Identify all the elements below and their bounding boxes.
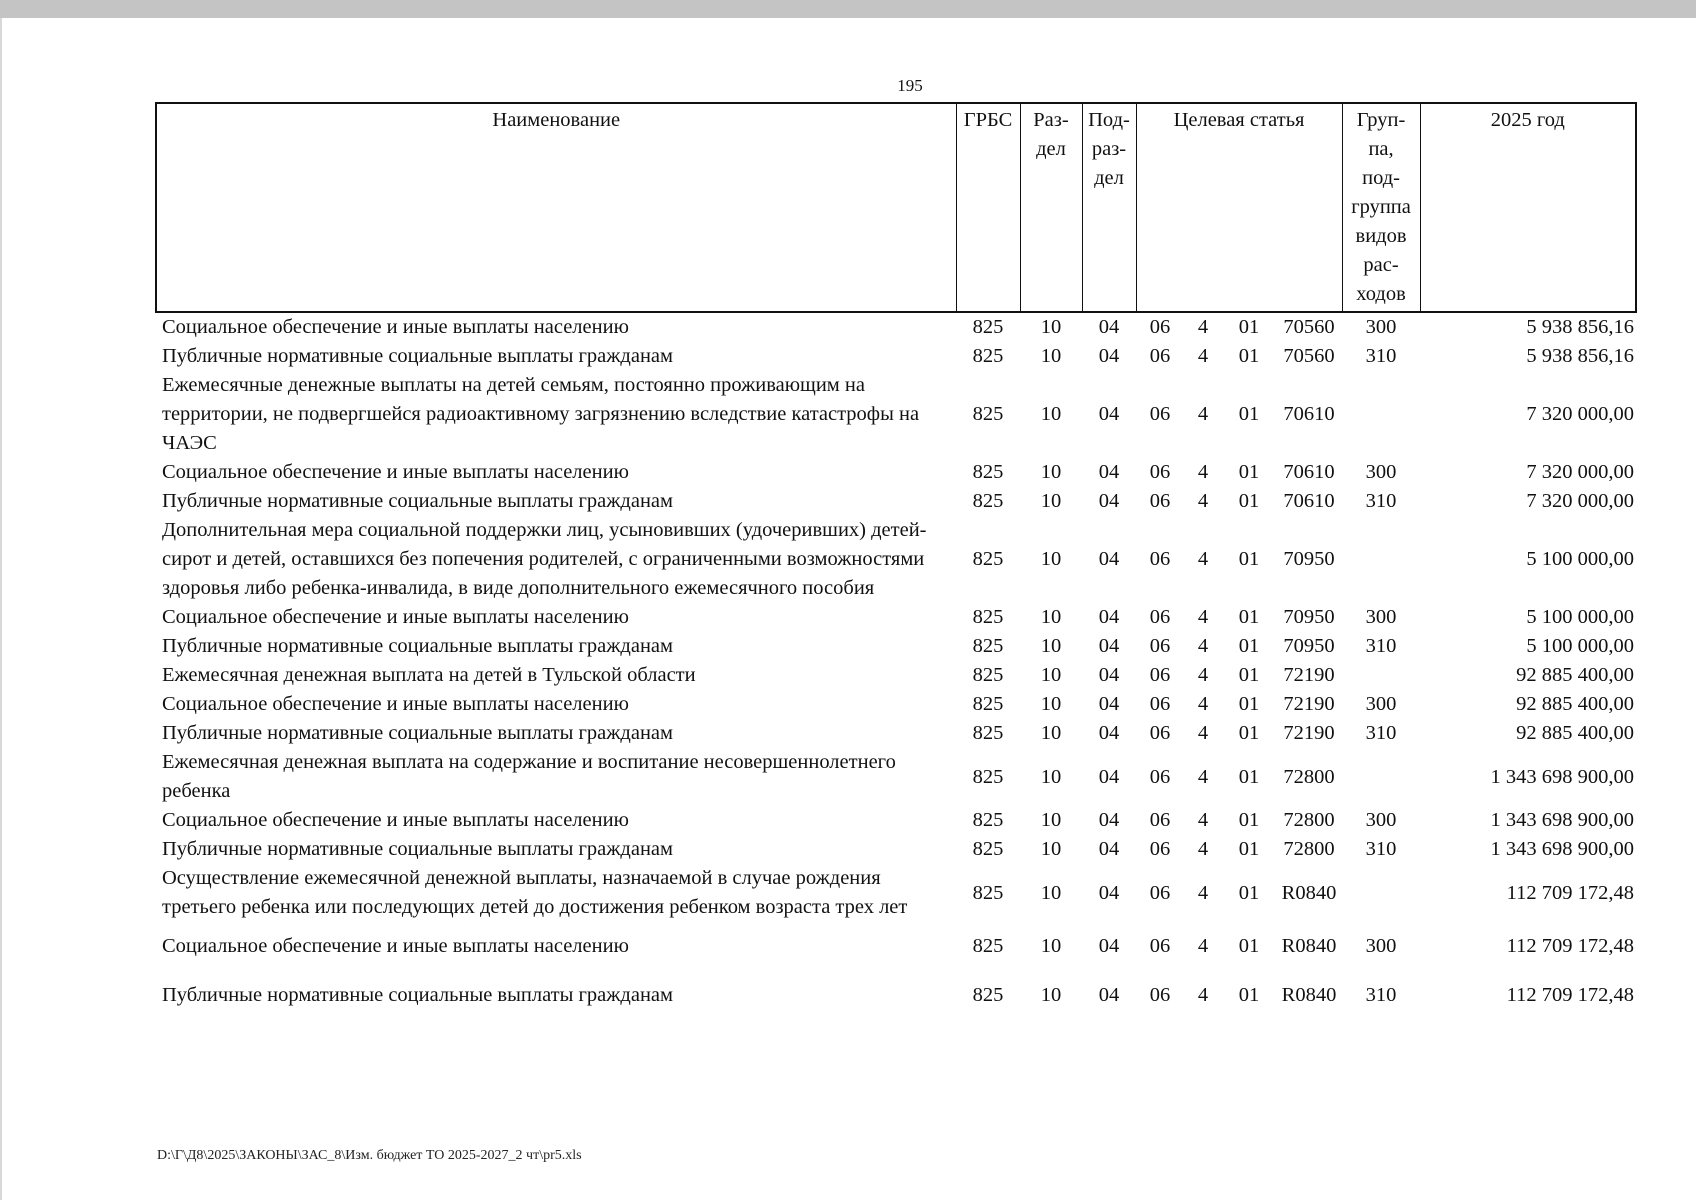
cell-target-program: 06 xyxy=(1149,881,1171,904)
table-row xyxy=(156,971,1636,1020)
cell-target-program: 06 xyxy=(1149,838,1171,860)
cell-name: Социальное обеспечение и иные выплаты населению xyxy=(162,809,629,831)
cell-expense-group: 310 xyxy=(1365,345,1397,367)
cell-target-subprogram: 01 xyxy=(1238,548,1260,570)
cell-target-type: 4 xyxy=(1197,664,1209,686)
page-number: 195 xyxy=(897,76,923,95)
cell-grbs: 825 xyxy=(972,635,1004,657)
cell-name: Социальное обеспечение и иные выплаты населению xyxy=(162,606,629,628)
scan-top-border xyxy=(0,0,1696,18)
cell-expense-group: 300 xyxy=(1365,606,1397,628)
scan-left-edge xyxy=(0,18,2,1200)
table-row xyxy=(156,371,1636,458)
header-expense-group: Груп- па, под- группа видов рас- ходов xyxy=(1342,103,1420,312)
cell-target-subprogram: 01 xyxy=(1238,664,1260,686)
cell-amount-2025: 112 709 172,48 xyxy=(1506,984,1635,1006)
cell-target-direction: R0840 xyxy=(1281,984,1337,1006)
cell-name: Дополнительная мера социальной поддержки лиц, усыновивших (удочеривших) детей-сирот и детей, оставшихся без попечения родителей, с ограниченными возможностями здоровья либо ребенка-инвалида, в виде дополнительного ежемесячного пособия xyxy=(162,519,927,599)
cell-expense-group: 310 xyxy=(1365,984,1397,1006)
table-row xyxy=(156,516,1636,603)
cell-grbs: 825 xyxy=(972,345,1004,367)
cell-grbs: 825 xyxy=(972,490,1004,512)
cell-razdel: 10 xyxy=(1040,984,1062,1006)
cell-target-subprogram: 01 xyxy=(1238,316,1260,338)
cell-amount-2025: 92 885 400,00 xyxy=(1516,722,1635,744)
cell-amount-2025: 1 343 698 900,00 xyxy=(1490,765,1635,788)
header-podrazdel: Под- раз- дел xyxy=(1082,103,1136,312)
cell-grbs: 825 xyxy=(972,403,1004,425)
table-row xyxy=(156,806,1636,835)
table-row xyxy=(156,690,1636,719)
cell-name: Ежемесячные денежные выплаты на детей семьям, постоянно проживающим на территории, не подвергшейся радиоактивному загрязнению вследствие катастрофы на ЧАЭС xyxy=(162,374,920,454)
cell-target-subprogram: 01 xyxy=(1238,606,1260,628)
cell-amount-2025: 7 320 000,00 xyxy=(1526,461,1635,483)
cell-podrazdel: 04 xyxy=(1098,765,1120,788)
cell-target-subprogram: 01 xyxy=(1238,635,1260,657)
cell-razdel: 10 xyxy=(1040,664,1062,686)
cell-podrazdel: 04 xyxy=(1098,490,1120,512)
cell-expense-group xyxy=(1342,748,1420,806)
cell-target-type: 4 xyxy=(1197,809,1209,831)
cell-target-program: 06 xyxy=(1149,984,1171,1006)
cell-razdel: 10 xyxy=(1040,765,1062,788)
cell-expense-group: 300 xyxy=(1365,809,1397,831)
table-row xyxy=(156,748,1636,806)
cell-target-type: 4 xyxy=(1197,316,1209,338)
cell-expense-group xyxy=(1342,516,1420,603)
cell-razdel: 10 xyxy=(1040,935,1062,957)
cell-target-type: 4 xyxy=(1197,838,1209,860)
cell-podrazdel: 04 xyxy=(1098,809,1120,831)
cell-name: Публичные нормативные социальные выплаты гражданам xyxy=(162,490,674,512)
cell-target-type: 4 xyxy=(1197,548,1209,570)
table-row xyxy=(156,922,1636,971)
cell-razdel: 10 xyxy=(1040,606,1062,628)
table-row xyxy=(156,661,1636,690)
cell-target-type: 4 xyxy=(1197,935,1209,957)
cell-name: Социальное обеспечение и иные выплаты населению xyxy=(162,461,629,483)
cell-target-direction: 70560 xyxy=(1283,316,1335,338)
cell-target-type: 4 xyxy=(1197,765,1209,788)
cell-grbs: 825 xyxy=(972,693,1004,715)
cell-name: Ежемесячная денежная выплата на детей в Тульской области xyxy=(162,664,696,686)
cell-podrazdel: 04 xyxy=(1098,403,1120,425)
cell-razdel: 10 xyxy=(1040,722,1062,744)
cell-razdel: 10 xyxy=(1040,316,1062,338)
cell-target-type: 4 xyxy=(1197,490,1209,512)
cell-expense-group: 300 xyxy=(1365,316,1397,338)
cell-target-subprogram: 01 xyxy=(1238,722,1260,744)
cell-amount-2025: 7 320 000,00 xyxy=(1526,403,1635,425)
cell-target-subprogram: 01 xyxy=(1238,490,1260,512)
cell-target-type: 4 xyxy=(1197,606,1209,628)
cell-grbs: 825 xyxy=(972,461,1004,483)
cell-target-program: 06 xyxy=(1149,935,1171,957)
cell-podrazdel: 04 xyxy=(1098,345,1120,367)
cell-razdel: 10 xyxy=(1040,809,1062,831)
cell-target-direction: 72190 xyxy=(1283,722,1335,744)
cell-target-program: 06 xyxy=(1149,664,1171,686)
cell-expense-group: 300 xyxy=(1365,935,1397,957)
cell-target-direction: 70560 xyxy=(1283,345,1335,367)
cell-razdel: 10 xyxy=(1040,635,1062,657)
cell-expense-group: 300 xyxy=(1365,693,1397,715)
cell-expense-group xyxy=(1342,371,1420,458)
cell-razdel: 10 xyxy=(1040,693,1062,715)
cell-razdel: 10 xyxy=(1040,345,1062,367)
cell-target-direction: R0840 xyxy=(1281,881,1337,904)
cell-target-subprogram: 01 xyxy=(1238,881,1260,904)
table-row xyxy=(156,458,1636,487)
cell-target-program: 06 xyxy=(1149,403,1171,425)
cell-razdel: 10 xyxy=(1040,461,1062,483)
cell-target-type: 4 xyxy=(1197,984,1209,1006)
cell-target-program: 06 xyxy=(1149,461,1171,483)
cell-amount-2025: 92 885 400,00 xyxy=(1516,664,1635,686)
cell-razdel: 10 xyxy=(1040,548,1062,570)
cell-amount-2025: 5 100 000,00 xyxy=(1526,606,1635,628)
table-body xyxy=(156,312,1636,1020)
cell-name: Публичные нормативные социальные выплаты гражданам xyxy=(162,722,674,744)
file-path-footer: D:\Г\Д8\2025\ЗАКОНЫ\ЗАС_8\Изм. бюджет ТО 2025-2027_2 чт\pr5.xls xyxy=(157,1148,582,1163)
cell-podrazdel: 04 xyxy=(1098,881,1120,904)
cell-expense-group: 310 xyxy=(1365,635,1397,657)
cell-target-direction: 70610 xyxy=(1283,403,1335,425)
cell-target-program: 06 xyxy=(1149,606,1171,628)
cell-razdel: 10 xyxy=(1040,881,1062,904)
cell-target-direction: 72800 xyxy=(1283,838,1335,860)
table-row xyxy=(156,864,1636,922)
header-grbs: ГРБС xyxy=(956,103,1020,312)
cell-target-program: 06 xyxy=(1149,345,1171,367)
cell-target-direction: 70950 xyxy=(1283,635,1335,657)
cell-target-direction: 72190 xyxy=(1283,693,1335,715)
cell-target-direction: 72190 xyxy=(1283,664,1335,686)
cell-grbs: 825 xyxy=(972,316,1004,338)
cell-target-subprogram: 01 xyxy=(1238,403,1260,425)
table-row xyxy=(156,487,1636,516)
cell-podrazdel: 04 xyxy=(1098,693,1120,715)
header-razdel: Раз- дел xyxy=(1020,103,1082,312)
table-header xyxy=(156,103,1636,312)
cell-target-program: 06 xyxy=(1149,490,1171,512)
cell-target-type: 4 xyxy=(1197,345,1209,367)
cell-amount-2025: 112 709 172,48 xyxy=(1506,935,1635,957)
cell-target-program: 06 xyxy=(1149,809,1171,831)
cell-target-subprogram: 01 xyxy=(1238,765,1260,788)
cell-razdel: 10 xyxy=(1040,838,1062,860)
cell-grbs: 825 xyxy=(972,548,1004,570)
cell-podrazdel: 04 xyxy=(1098,664,1120,686)
cell-name: Ежемесячная денежная выплата на содержание и воспитание несовершеннолетнего ребенка xyxy=(162,751,896,802)
cell-name: Публичные нормативные социальные выплаты гражданам xyxy=(162,984,674,1006)
cell-target-direction: 70950 xyxy=(1283,606,1335,628)
cell-name: Социальное обеспечение и иные выплаты населению xyxy=(162,316,629,338)
cell-podrazdel: 04 xyxy=(1098,548,1120,570)
header-target-article: Целевая статья xyxy=(1136,103,1342,312)
cell-podrazdel: 04 xyxy=(1098,635,1120,657)
cell-podrazdel: 04 xyxy=(1098,984,1120,1006)
cell-target-type: 4 xyxy=(1197,722,1209,744)
cell-grbs: 825 xyxy=(972,722,1004,744)
cell-podrazdel: 04 xyxy=(1098,838,1120,860)
cell-target-subprogram: 01 xyxy=(1238,693,1260,715)
cell-target-direction: 70950 xyxy=(1283,548,1335,570)
cell-razdel: 10 xyxy=(1040,490,1062,512)
cell-name: Публичные нормативные социальные выплаты гражданам xyxy=(162,635,674,657)
cell-grbs: 825 xyxy=(972,935,1004,957)
cell-target-program: 06 xyxy=(1149,635,1171,657)
cell-target-direction: 72800 xyxy=(1283,765,1335,788)
cell-grbs: 825 xyxy=(972,809,1004,831)
table-row xyxy=(156,342,1636,371)
cell-amount-2025: 5 938 856,16 xyxy=(1526,345,1635,367)
cell-expense-group xyxy=(1342,864,1420,922)
table-row xyxy=(156,603,1636,632)
cell-name: Публичные нормативные социальные выплаты гражданам xyxy=(162,838,674,860)
cell-amount-2025: 7 320 000,00 xyxy=(1526,490,1635,512)
cell-grbs: 825 xyxy=(972,984,1004,1006)
cell-razdel: 10 xyxy=(1040,403,1062,425)
cell-name: Осуществление ежемесячной денежной выплаты, назначаемой в случае рождения третьего ребенка или последующих детей до достижения ребенком возраста трех лет xyxy=(162,867,908,918)
cell-amount-2025: 5 100 000,00 xyxy=(1526,548,1635,570)
header-name: Наименование xyxy=(156,103,956,312)
cell-name: Социальное обеспечение и иные выплаты населению xyxy=(162,693,629,715)
table-row xyxy=(156,835,1636,864)
cell-target-direction: 70610 xyxy=(1283,461,1335,483)
cell-target-subprogram: 01 xyxy=(1238,345,1260,367)
cell-amount-2025: 1 343 698 900,00 xyxy=(1490,838,1635,860)
cell-target-program: 06 xyxy=(1149,693,1171,715)
cell-target-program: 06 xyxy=(1149,316,1171,338)
cell-expense-group: 310 xyxy=(1365,490,1397,512)
cell-target-direction: 72800 xyxy=(1283,809,1335,831)
header-year-2025: 2025 год xyxy=(1420,103,1636,312)
cell-target-subprogram: 01 xyxy=(1238,935,1260,957)
cell-target-program: 06 xyxy=(1149,722,1171,744)
cell-grbs: 825 xyxy=(972,881,1004,904)
cell-target-type: 4 xyxy=(1197,635,1209,657)
cell-target-subprogram: 01 xyxy=(1238,984,1260,1006)
cell-target-direction: 70610 xyxy=(1283,490,1335,512)
cell-name: Публичные нормативные социальные выплаты гражданам xyxy=(162,345,674,367)
cell-target-type: 4 xyxy=(1197,881,1209,904)
cell-podrazdel: 04 xyxy=(1098,461,1120,483)
table-row xyxy=(156,312,1636,342)
budget-table xyxy=(155,102,1637,1020)
cell-expense-group: 310 xyxy=(1365,722,1397,744)
cell-target-type: 4 xyxy=(1197,403,1209,425)
table-row xyxy=(156,632,1636,661)
cell-podrazdel: 04 xyxy=(1098,935,1120,957)
cell-name: Социальное обеспечение и иные выплаты населению xyxy=(162,935,629,957)
cell-amount-2025: 1 343 698 900,00 xyxy=(1490,809,1635,831)
cell-grbs: 825 xyxy=(972,606,1004,628)
cell-podrazdel: 04 xyxy=(1098,316,1120,338)
cell-target-program: 06 xyxy=(1149,765,1171,788)
cell-amount-2025: 112 709 172,48 xyxy=(1506,881,1635,904)
cell-podrazdel: 04 xyxy=(1098,722,1120,744)
cell-target-type: 4 xyxy=(1197,461,1209,483)
cell-amount-2025: 5 100 000,00 xyxy=(1526,635,1635,657)
cell-grbs: 825 xyxy=(972,664,1004,686)
cell-expense-group: 310 xyxy=(1365,838,1397,860)
table-row xyxy=(156,719,1636,748)
cell-amount-2025: 92 885 400,00 xyxy=(1516,693,1635,715)
cell-expense-group: 300 xyxy=(1365,461,1397,483)
cell-podrazdel: 04 xyxy=(1098,606,1120,628)
cell-amount-2025: 5 938 856,16 xyxy=(1526,316,1635,338)
cell-target-direction: R0840 xyxy=(1281,935,1337,957)
cell-expense-group xyxy=(1342,661,1420,690)
cell-target-program: 06 xyxy=(1149,548,1171,570)
cell-target-subprogram: 01 xyxy=(1238,461,1260,483)
cell-target-type: 4 xyxy=(1197,693,1209,715)
cell-target-subprogram: 01 xyxy=(1238,809,1260,831)
cell-grbs: 825 xyxy=(972,838,1004,860)
cell-target-subprogram: 01 xyxy=(1238,838,1260,860)
cell-grbs: 825 xyxy=(972,765,1004,788)
